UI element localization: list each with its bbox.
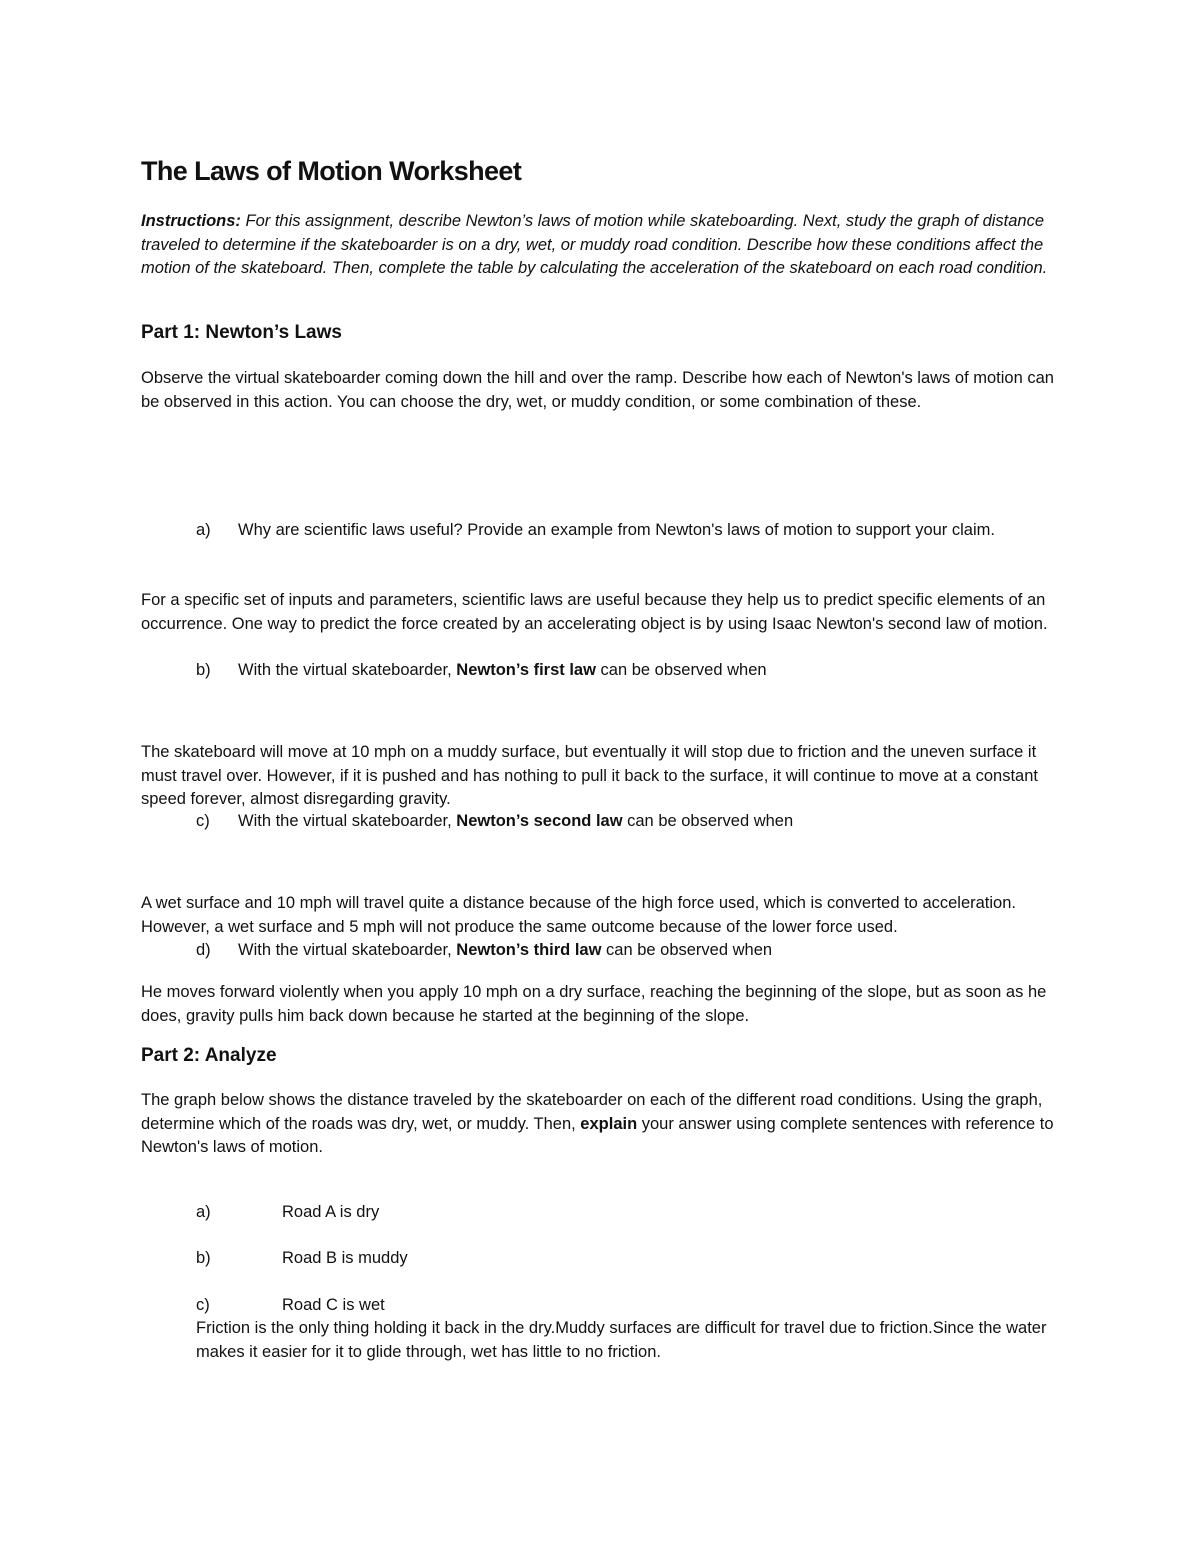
- road-item-text: Road B is muddy: [282, 1249, 408, 1267]
- instructions: [141, 210, 1071, 281]
- question-a-text: Why are scientific laws useful? Provide an example from Newton's laws of motion to support your claim.: [238, 521, 995, 539]
- page-title: The Laws of Motion Worksheet: [141, 156, 522, 186]
- part2-intro-bold: explain: [580, 1114, 638, 1133]
- question-d-label: d): [196, 941, 211, 959]
- answer-c: A wet surface and 10 mph will travel quite a distance because of the high force used, which is converted to acceleration. However, a wet surface and 5 mph will not produce the same outcome because of the lower force used.: [141, 894, 1016, 936]
- question-c: [196, 810, 1016, 834]
- question-b-bold: Newton’s first law: [456, 661, 596, 679]
- road-item-text: Road A is dry: [282, 1203, 380, 1221]
- question-d-post: can be observed when: [601, 941, 773, 959]
- question-d: [196, 939, 1016, 963]
- road-item: [196, 1247, 796, 1271]
- part2-intro-post: your answer using complete sentences with reference to Newton's laws of motion.: [141, 1114, 1054, 1156]
- instructions-text: For this assignment, describe Newton’s laws of motion while skateboarding. Next, study the graph of distance traveled to determine if the skateboarder is on a dry, wet, or muddy road condition. Describe how these conditions affect the motion of the skateboard. Then, complete the table by calculating the acceleration of the skateboard on each road condition.: [141, 212, 1048, 277]
- part2-heading: Part 2: Analyze: [141, 1045, 277, 1066]
- road-item-text: Road C is wet: [282, 1296, 385, 1314]
- answer-a: For a specific set of inputs and parameters, scientific laws are useful because they help us to predict specific elements of an occurrence. One way to predict the force created by an accelerating object is by using Isaac Newton's second law of motion.: [141, 591, 1048, 633]
- question-b-text: [238, 659, 767, 683]
- part2-intro: [141, 1089, 1071, 1160]
- answer-b: The skateboard will move at 10 mph on a muddy surface, but eventually it will stop due to friction and the uneven surface it must travel over. However, if it is pushed and has nothing to pull it back to the surface, it will continue to move at a constant speed forever, almost disregarding gravity.: [141, 743, 1038, 808]
- instructions-label: Instructions:: [141, 212, 241, 230]
- answer-d: He moves forward violently when you apply 10 mph on a dry surface, reaching the beginning of the slope, but as soon as he does, gravity pulls him back down because he started at the beginning of the slope.: [141, 983, 1047, 1025]
- question-d-bold: Newton’s third law: [456, 941, 602, 959]
- question-c-text: [238, 810, 793, 834]
- question-c-pre: With the virtual skateboarder,: [238, 812, 457, 830]
- question-b-pre: With the virtual skateboarder,: [238, 661, 457, 679]
- question-b-post: can be observed when: [595, 661, 767, 679]
- road-explanation: Friction is the only thing holding it back in the dry.Muddy surfaces are difficult for travel due to friction.Since the water makes it easier for it to glide through, wet has little to no friction.: [196, 1319, 1047, 1361]
- question-b-label: b): [196, 661, 211, 679]
- question-d-pre: With the virtual skateboarder,: [238, 941, 457, 959]
- question-d-text: [238, 939, 772, 963]
- road-item-label: b): [196, 1249, 211, 1267]
- road-item-label: c): [196, 1296, 210, 1314]
- question-c-post: can be observed when: [622, 812, 794, 830]
- question-a-label: a): [196, 521, 211, 539]
- question-a: [196, 519, 1016, 567]
- question-c-bold: Newton’s second law: [456, 812, 623, 830]
- part2-intro-pre: The graph below shows the distance traveled by the skateboarder on each of the different road conditions. Using the graph, determine which of the roads was dry, wet, or muddy. Then,: [141, 1091, 1043, 1133]
- question-b: [196, 659, 1016, 683]
- road-item: [196, 1294, 796, 1318]
- road-item-label: a): [196, 1203, 211, 1221]
- road-item: [196, 1201, 796, 1225]
- part1-intro: Observe the virtual skateboarder coming down the hill and over the ramp. Describe how each of Newton's laws of motion can be observed in this action. You can choose the dry, wet, or muddy condition, or some combination of these.: [141, 369, 1054, 411]
- part1-heading: Part 1: Newton’s Laws: [141, 322, 342, 343]
- question-c-label: c): [196, 812, 210, 830]
